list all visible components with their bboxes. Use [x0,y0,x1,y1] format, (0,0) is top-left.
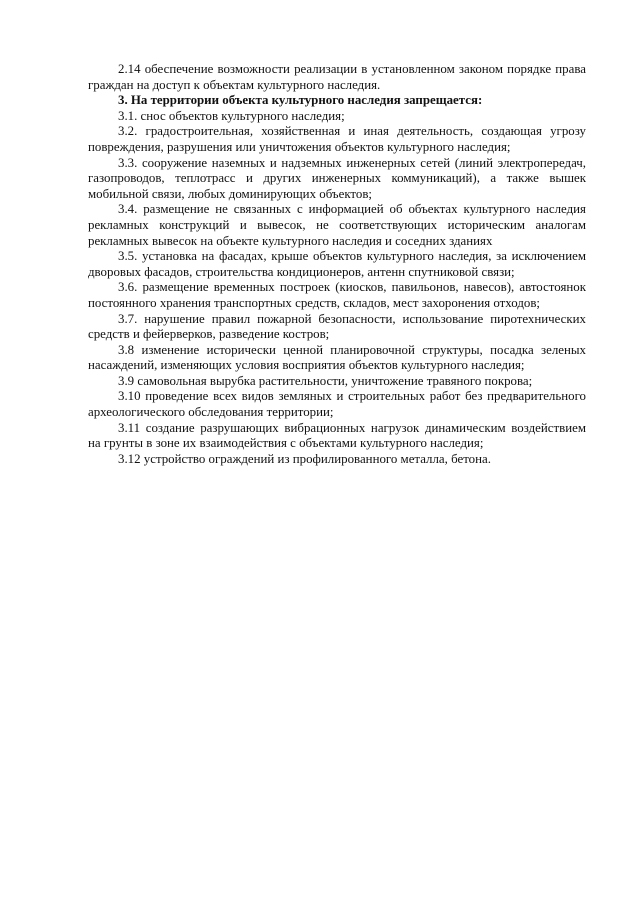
paragraph-3-5: 3.5. установка на фасадах, крыше объектов культурного наследия, за исключением дворовых фасадов, строительства кондиционеров, антенн спутниковой связи; [88,249,586,279]
paragraph-3-1: 3.1. снос объектов культурного наследия; [118,108,345,123]
paragraph-3-9: 3.9 самовольная вырубка растительности, уничтожение травяного покрова; [118,373,533,388]
document-body [88,62,586,467]
paragraph-3-4: 3.4. размещение не связанных с информацией об объектах культурного наследия рекламных конструкций и вывесок, не соответствующих историческим аналогам рекламных вывесок на объекте культурного наследия и соседних зданиях [88,202,586,248]
paragraph-3-11: 3.11 создание разрушающих вибрационных нагрузок динамическим воздействием на грунты в зоне их взаимодействия с объектами культурного наследия; [88,420,586,451]
section-heading-3: 3. На территории объекта культурного наследия запрещается: [118,93,483,108]
paragraph-2-14: 2.14 обеспечение возможности реализации в установленном законом порядке права граждан на доступ к объектам культурного наследия. [88,62,586,92]
paragraph-3-6: 3.6. размещение временных построек (киосков, павильонов, навесов), автостоянок постоянного хранения транспортных средств, складов, мест захоронения отходов; [88,280,586,310]
paragraph-3-2: 3.2. градостроительная, хозяйственная и иная деятельность, создающая угрозу повреждения, разрушения или уничтожения объектов культурного наследия; [88,124,586,154]
paragraph-3-10: 3.10 проведение всех видов земляных и строительных работ без предварительного археологического обследования территории; [88,389,586,420]
paragraph-3-7: 3.7. нарушение правил пожарной безопасности, использование пиротехнических средств и фейерверков, разведение костров; [88,311,586,342]
paragraph-3-8: 3.8 изменение исторически ценной планировочной структуры, посадка зеленых насаждений, изменяющих условия восприятия объектов культурного наследия; [88,342,586,373]
paragraph-3-12: 3.12 устройство ограждений из профилированного металла, бетона. [118,451,491,466]
paragraph-3-3: 3.3. сооружение наземных и надземных инженерных сетей (линий электропередач, газопроводов, теплотрасс и других инженерных коммуникаций), а также вышек мобильной связи, любых доминирующих объектов; [88,155,586,201]
